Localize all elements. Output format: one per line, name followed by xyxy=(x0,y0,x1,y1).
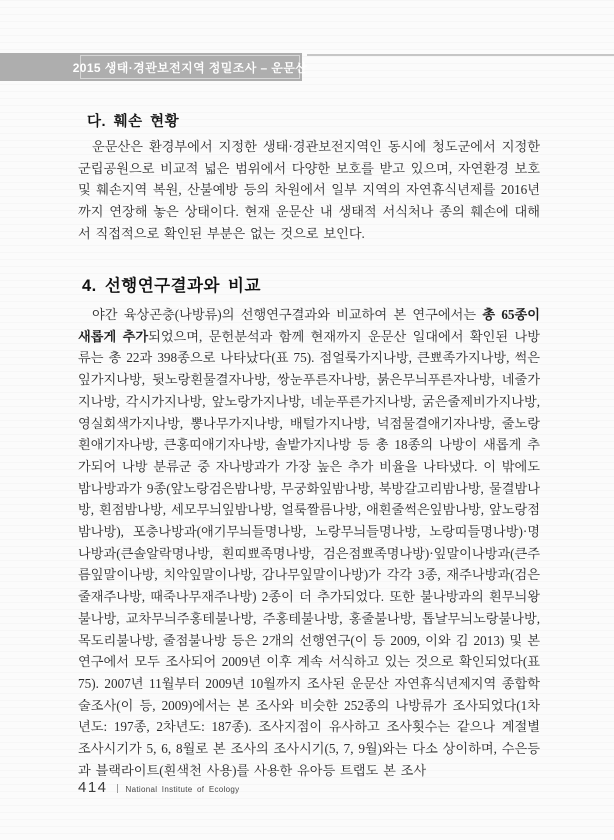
header-rule xyxy=(307,54,614,56)
footer-divider xyxy=(117,784,118,793)
footer-page-number: 414 xyxy=(78,779,108,796)
section-damage-paragraph: 운문산은 환경부에서 지정한 생태·경관보전지역인 동시에 청도군에서 지정한 군립공원으로 비교적 넓은 범위에서 다양한 보호를 받고 있으며, 자연환경 보호 및 훼손지역 복원, 산불예방 등의 차원에서 일부 지역의 자연휴식년제를 2016년까지 연장해 놓은 상태이다. 현재 운문산 내 생태적 서식처나 종의 훼손에 대해서 직접적으로 확인된 부분은 없는 것으로 보인다. xyxy=(78,139,540,241)
comparison-text-bold: 총 65종이 새롭게 추가 xyxy=(78,307,540,344)
comparison-text-post: 되었으며, 문헌분석과 함께 현재까지 운문산 일대에서 확인된 나방류는 총 22과 398종으로 나타났다(표 75). 점얼룩가지나방, 큰뾰족가지나방, 썩은잎가지나방, 뒷노랑흰물결자나방, 쌍눈푸른자나방, 붉은무늬푸른자나방, 네줄가지나방, 각시가지나방, 앞노랑가지나방, 네눈푸른가지나방, 굵은줄제비가지나방, 영실회색가지나방, 뽕나무가지나방, 배털가지나방, 넉점물결애기자나방, 줄노랑흰애기자나방, 큰홍띠애기자나방, 솔밭가지나방 등 총 18종의 나방이 새롭게 추가되어 나방 분류군 중 자나방과가 가장 높은 추가 비율을 나타냈다. 이 밖에도 밤나방과가 9종(앞노랑검은밤나방, 무궁화잎밤나방, 북방갈고리밤나방, 물결밤나방, 흰점밤나방, 세모무늬잎밤나방, 얼룩짤름나방, 애흰줄썩은잎밤나방, 앞노랑점밤나방), 포충나방과(애기무늬들명나방, 노랑무늬들명나방, 노랑띠들명나방)·명나방과(큰솔알락명나방, 흰띠뾰족명나방, 검은점뾰족명나방)·잎말이나방과(큰주름잎말이나방, 치악잎말이나방, 감나무잎말이나방)가 각각 3종, 재주나방과(검은줄재주나방, 때죽나무재주나방) 2종이 더 추가되었다. 또한 불나방과의 흰무늬왕불나방, 교차무늬주홍테불나방, 주홍테불나방, 홍줄불나방, 톱날무늬노랑불나방, 목도리불나방, 줄점불나방 등은 2개의 선행연구(이 등 2009, 이와 김 2013) 및 본 연구에서 모두 조사되어 2009년 이후 계속 서식하고 있는 것으로 확인되었다(표 75). 2007년 11월부터 2009년 10월까지 조사된 운문산 자연휴식년제지역 종합학술조사(이 등, 2009)에서는 본 조사와 비슷한 252종의 나방류가 조사되었다(1차년도: 197종, 2차년도: 187종). 조사지점이 유사하고 조사횟수는 같으나 계절별 조사시기가 5, 6, 8월로 본 조사의 조사시기(5, 7, 9월)와는 다소 상이하며, 수은등과 블랙라이트(흰색천 사용)를 사용한 유아등 트랩도 본 조사 xyxy=(78,328,540,778)
section-comparison-paragraph xyxy=(78,304,540,781)
footer-institute-name: National Institute of Ecology xyxy=(125,784,240,794)
header-title: 2015 생태·경관보전지역 정밀조사 – 운문산 xyxy=(72,60,308,75)
page-footer xyxy=(78,779,239,796)
comparison-text-pre: 야간 육상곤충(나방류)의 선행연구결과와 비교하여 본 연구에서는 xyxy=(92,307,483,322)
section-damage-heading: 다. 훼손 현황 xyxy=(87,114,180,130)
section-comparison-heading: 4. 선행연구결과와 비교 xyxy=(82,277,261,295)
header-title-box xyxy=(72,55,308,79)
page-header-bar xyxy=(0,53,308,81)
